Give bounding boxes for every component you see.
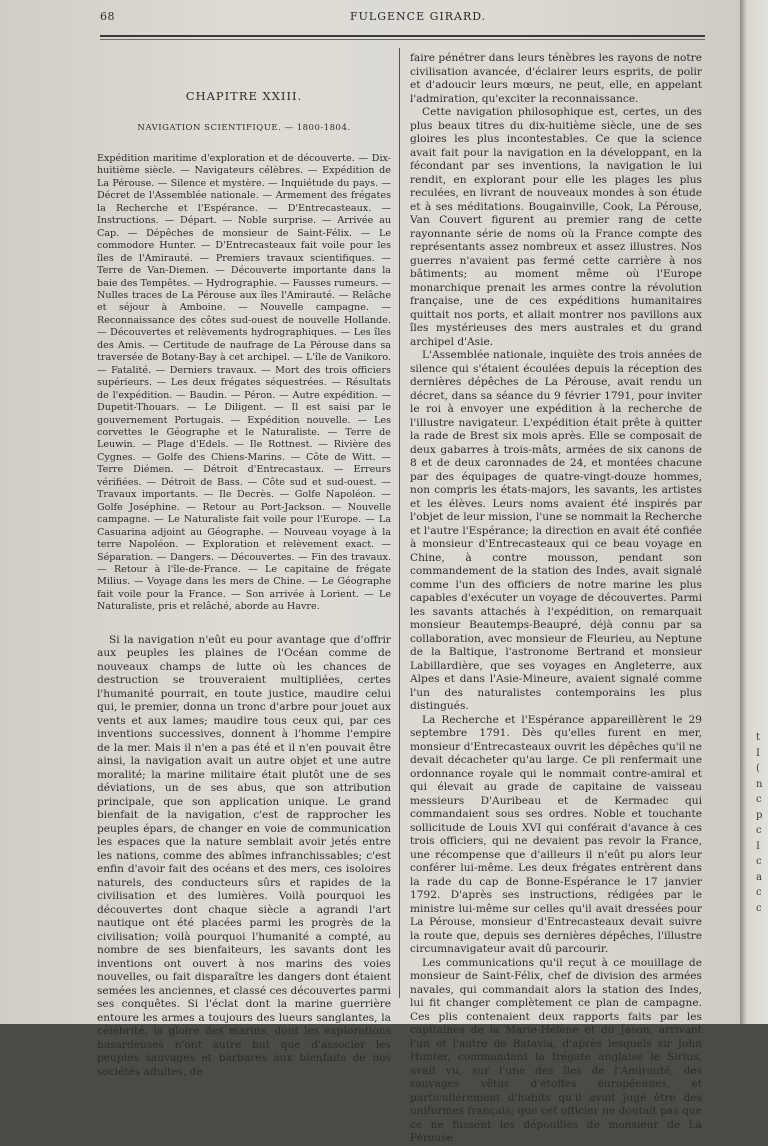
edge-glyph: t [756, 732, 761, 743]
edge-glyph: c [756, 902, 762, 914]
chapter-summary: Expédition maritime d'exploration et de découverte. — Dix-huitième siècle. — Navigateurs célèbres. — Expédition de La Pérouse. — Silence et mystère. — Inquiétude du pays. — Décret de l'Assemblée nationale. — Armement des frégates la Recherche et l'Espérance. — D'Entrecasteaux. — Instructions. — Départ. — Noble surprise. — Arrivée au Cap. — Dépêches de monsieur de Saint-Félix. — Le commodore Hunter. — D'Entrecasteaux fait voile pour les îles de l'Amirauté. — Premiers travaux scientifiques. — Terre de Van-Diemen. — Découverte importante dans la baie des Tempêtes. — Hydrographie. — Fausses rumeurs. — Nulles traces de La Pérouse aux îles l'Amirauté. — Relâche et séjour à Amboine. — Nouvelle campagne. — Reconnaissance des côtes sud-ouest de nouvelle Hollande. — Découvertes et relèvements hydrographiques. — Les îles des Amis. — Certitude de naufrage de La Pérouse dans sa traversée de Botany-Bay à cet archipel. — L'île de Vanikoro. — Fatalité. — Derniers travaux. — Mort des trois officiers supérieurs. — Les deux frégates séquestrées. — Résultats de l'expédition. — Baudin. — Péron. — Autre expédition. — Dupetit-Thouars. — Le Diligent. — Il est saisi par le gouvernement Portugais. — Expédition nouvelle. — Les corvettes le Géographe et le Naturaliste. — Terre de Leuwin. — Plage d'Edels. — Ile Rottnest. — Rivière des Cygnes. — Golfe des Chiens-Marins. — Côte de Witt. — Terre Diémen. — Détroit d'Entrecastaux. — Erreurs vérifiées. — Détroit de Bass. — Côte sud et sud-ouest. — Travaux importants. — Ile Decrès. — Golfe Napoléon. — Golfe Joséphine. — Retour au Port-Jackson. — Nouvelle campagne. — Le Naturaliste fait voile pour l'Europe. — La Casuarina adjoint au Géographe. — Nouveau voyage à la terre Napoléon. — Exploration et relèvement exact. — Séparation. — Dangers. — Découvertes. — Fin des travaux. — Retour à l'île-de-France. — Le capitaine de frégate Milius. — Voyage dans les mers de Chine. — Le Géographe fait voile pour la France. — Son arrivée à Lorient. — Le Naturaliste, pris et relâché, aborde au Havre. [97, 153, 391, 613]
edge-glyph: c [756, 856, 762, 867]
body-paragraph: Cette navigation philosophique est, certes, un des plus beaux titres du dix-huitième siècle, une de ses gloires les plus incontestables. Ce que la science avait fait pour la navigation en la développant, en la fécondant par ses inventions, la navigation le lui rendit, en explorant pour elle les plages les plus reculées, en livrant de nouveaux mondes à son étude et à ses méditations. Bougainville, Cook, La Pérouse, Van Couvert figurent au premier rang de cette rayonnante série de noms où la France compte des représentants assez nombreux et assez illustres. Nos guerres n'avaient pas fermé cette carrière à nos bâtiments; au moment même où l'Europe monarchique prenait les armes contre la révolution française, une de ces expéditions humanitaires quittait nos ports, et allait montrer nos pavillons aux îles mystérieuses des mers australes et du grand archipel d'Asie. [410, 106, 702, 348]
edge-glyph: c [756, 887, 762, 898]
running-head [100, 8, 705, 28]
edge-glyph: n [756, 778, 763, 790]
column-divider [399, 48, 400, 998]
edge-glyph: a [756, 871, 762, 883]
edge-glyph: I [756, 840, 760, 852]
chapter-title: CHAPITRE XXIII. [185, 89, 303, 103]
edge-glyph: I [756, 747, 760, 759]
body-paragraph: La Recherche et l'Espérance appareillèrent le 29 septembre 1791. Dès qu'elles furent en mer, monsieur d'Entrecasteaux ouvrit les dépêches qu'il ne devait décacheter qu'au large. Ce pli renfermait une ordonnance royale qui le nommait contre-amiral et qui élevait au grade de capitaine de vaisseau messieurs D'Auribeau et de Kermadec qui commandaient sous ses ordres. Noble et touchante sollicitude de Louis XVI qui conférait d'avance à ces trois officiers, qui ne devaient pas revoir la France, une récompense que d'ailleurs il n'eût pu alors leur conférer lui-même. Les deux frégates entrèrent dans la rade du cap de Bonne-Espérance le 17 janvier 1792. D'après ses instructions, rédigées par le ministre lui-même sur celles qu'il avait dressées pour La Pérouse, monsieur d'Entrecasteaux devait suivre la route que, depuis ses dernières dépêches, l'illustre circumnavigateur avait dû parcourir. [410, 713, 702, 955]
adjacent-page-edge [740, 0, 768, 1024]
body-paragraph: L'Assemblée nationale, inquiète des trois années de silence qui s'étaient écoulées depuis la réception des dernières dépêches de La Pérouse, avait rendu un décret, dans sa séance du 9 février 1791, pour inviter le roi à envoyer une expédition à la recherche de l'illustre navigateur. L'expédition était prête à quitter la rade de Brest six mois après. Elle se composait de deux gabarres à trois-mâts, armées de six canons de 8 et de deux caronnades de 24, et montées chacune par des équipages de quatre-vingt-douze hommes, non compris les états-majors, les savants, les artistes et les élèves. Leurs noms avaient été inspirés par l'objet de leur mission, l'une se nommait la Recherche et l'autre l'Espérance; la direction en avait été confiée à monsieur d'Entrecasteaux qui ce beau voyage en Chine, à contre mousson, pendant son commandement de la station des Indes, avait signalé comme l'un des officiers de notre marine les plus capables d'exécuter un voyage de découvertes. Parmi les savants attachés à l'expédition, on remarquait monsieur Beautemps-Beaupré, déjà connu par sa collaboration, avec monsieur de Fleurieu, au Neptune de la Baltique, l'astronome Bertrand et monsieur Labillardière, que ses voyages en Angleterre, aux Alpes et dans l'Asie-Mineure, avaient signalé comme l'un des naturalistes contemporains les plus distingués. [410, 349, 702, 712]
adjacent-page-letters [756, 730, 768, 916]
right-column [410, 52, 702, 1146]
body-paragraph: Si la navigation n'eût eu pour avantage que d'offrir aux peuples les plaines de l'Océan comme de nouveaux champs de lutte où les chances de destruction se trouveraient multipliées, certes l'humanité pourrait, en toute justice, maudire celui qui, le premier, donna un tronc d'arbre pour jouet aux vents et aux lames; maudire tous ceux qui, par ces inventions successives, donnent à l'homme l'empire de la mer. Mais il n'en a pas été et il n'en pouvait être ainsi, la navigation avait un autre objet et une autre moralité; la marine militaire était plutôt une de ses déviations, un de ses abus, que son attribution principale, que son application unique. Le grand bienfait de la navigation, c'est de rapprocher les peuples épars, de changer en voie de communication les espaces que la nature semblait avoir jetés entre les nations, comme des abîmes infranchissables; c'est enfin d'avoir fait des océans et des mers, ces isoloires naturels, des conducteurs sûrs et rapides de la civilisation et des lumières. Voilà pourquoi les découvertes dont chaque siècle a agrandi l'art nautique ont été placées parmi les progrès de la civilisation; voilà pourquoi l'humanité a compté, au nombre de ses bienfaiteurs, les savants dont les inventions ont ouvert à nos marins des voies nouvelles, ou fait disparaître les dangers dont étaient semées les anciennes, et classé ces découvertes parmi ses conquêtes. Si l'éclat dont la marine guerrière entoure les armes a toujours des lueurs sanglantes, la célébrité, la gloire des marins, dont les explorations hasardeuses n'ont autre but que d'associer les peuples sauvages et barbares aux bienfaits de nos sociétés adultes, de [97, 633, 391, 1078]
body-paragraph: faire pénétrer dans leurs ténèbres les rayons de notre civilisation avancée, d'éclairer leurs esprits, de polir et d'adoucir leurs mœurs, ne peut, elle, en appelant l'admiration, qu'exciter la reconnaissance. [410, 52, 702, 105]
edge-glyph: c [756, 794, 762, 805]
body-paragraph: Les communications qu'il reçut à ce mouillage de monsieur de Saint-Félix, chef de division des armées navales, qui commandait alors la station des Indes, lui fit changer complètement ce plan de campagne. Ces plis contenaient deux rapports faits par les capitaines de la Marie-Hélène et du Jason, arrivant l'un et l'autre de Batavia, d'après lesquels sir John Hunter, commandant la frégate anglaise le Sirius, avait vu, sur l'une des îles de l'Amirauté, des sauvages vêtus d'étoffes européennes, et particulièrement d'habits qu'il avait jugé être des uniformes français; que cet officier ne doutait pas que ce ne fussent les dépouilles de monsieur de La Pérouse [410, 956, 702, 1144]
edge-glyph: p [756, 809, 763, 821]
page-number: 68 [100, 10, 115, 23]
chapter-subtitle: NAVIGATION SCIENTIFIQUE. — 1800-1804. [137, 122, 351, 133]
header-rule [100, 35, 705, 37]
edge-glyph: c [756, 825, 762, 836]
left-column [97, 90, 391, 1079]
running-title: FULGENCE GIRARD. [350, 10, 487, 23]
edge-glyph: ( [756, 763, 760, 774]
header-rule-thin [100, 39, 705, 40]
